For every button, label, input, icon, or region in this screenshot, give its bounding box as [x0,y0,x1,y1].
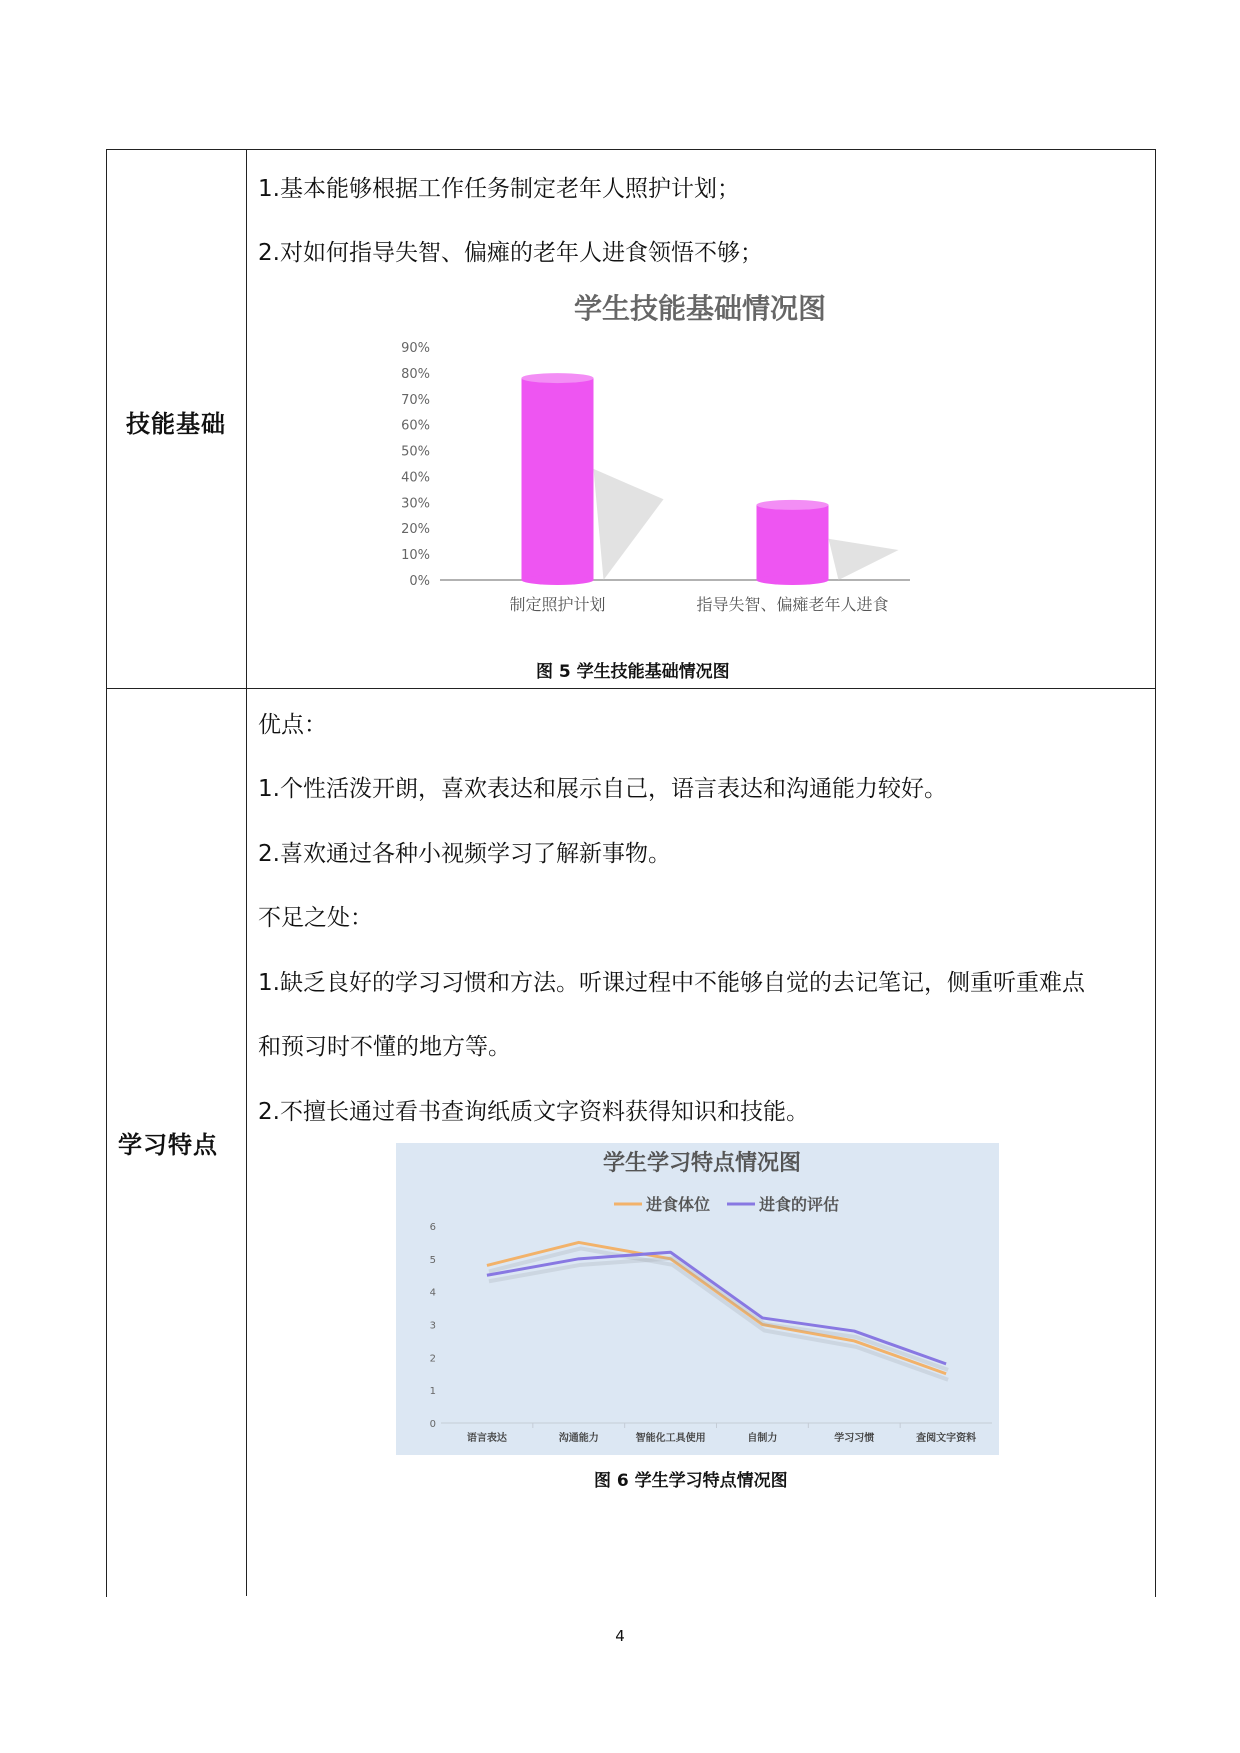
chart-6-title: 学生学习特点情况图 [602,1151,802,1176]
learning-line-chart [396,1143,999,1455]
y-tick-label: 2 [429,1353,436,1365]
bar-base [757,575,829,585]
y-tick-label: 0 [429,1419,436,1430]
learning-line-4: 不足之处： [258,905,373,931]
y-tick-label: 50% [401,444,430,460]
learning-line-6: 和预习时不懂的地方等。 [258,1034,511,1060]
bar [522,378,594,580]
bar [757,505,829,580]
y-tick-label: 6 [429,1222,436,1233]
legend-label: 进食体位 [646,1195,711,1214]
y-tick-label: 80% [401,366,430,382]
legend-label: 进食的评估 [759,1195,840,1214]
y-tick-label: 30% [401,496,430,512]
chart-5-title: 学生技能基础情况图 [573,292,827,325]
learning-line-3: 2.喜欢通过各种小视频学习了解新事物。 [258,841,671,867]
skills-line-1: 1.基本能够根据工作任务制定老年人照护计划； [258,176,740,202]
table-column-divider [246,149,247,1596]
x-category-label: 语言表达 [466,1433,507,1444]
y-tick-label: 60% [401,418,430,434]
y-tick-label: 3 [429,1320,436,1332]
skills-bar-chart [380,280,940,620]
chart-6-background [396,1143,999,1455]
skills-line-2: 2.对如何指导失智、偏瘫的老年人进食领悟不够； [258,240,763,266]
x-category-label: 智能化工具使用 [635,1433,706,1444]
bar-base [522,575,594,585]
bar-shadow [829,539,899,580]
y-tick-label: 90% [401,341,430,356]
bar-shadow [594,469,664,580]
figure-5-caption: 图 5 学生技能基础情况图 [536,662,730,682]
bar-top [757,500,829,510]
y-tick-label: 5 [429,1254,436,1266]
x-category-label: 沟通能力 [558,1433,599,1444]
learning-line-5: 1.缺乏良好的学习习惯和方法。听课过程中不能够自觉的去记笔记，侧重听重难点 [258,970,1085,996]
row-label-learning: 学习特点 [118,1131,218,1159]
x-category-label: 自制力 [747,1433,778,1444]
bar-top [522,373,594,383]
page-number: 4 [615,1627,625,1645]
y-tick-label: 70% [401,392,430,408]
y-tick-label: 4 [429,1287,436,1299]
x-category-label: 制定照护计划 [509,595,606,614]
y-tick-label: 0% [409,574,430,589]
y-tick-label: 40% [401,470,430,486]
figure-6-caption: 图 6 学生学习特点情况图 [594,1471,788,1491]
row-label-skills: 技能基础 [126,410,226,438]
table-row-divider [106,688,1156,689]
learning-line-7: 2.不擅长通过看书查询纸质文字资料获得知识和技能。 [258,1099,809,1125]
x-category-label: 学习习惯 [834,1433,875,1444]
learning-line-1: 优点： [258,712,327,738]
x-category-label: 查阅文字资料 [916,1433,977,1444]
y-tick-label: 1 [429,1386,436,1398]
x-category-label: 指导失智、偏瘫老年人进食 [696,595,889,614]
y-tick-label: 10% [401,548,430,564]
learning-line-2: 1.个性活泼开朗，喜欢表达和展示自己，语言表达和沟通能力较好。 [258,776,947,802]
y-tick-label: 20% [401,522,430,538]
